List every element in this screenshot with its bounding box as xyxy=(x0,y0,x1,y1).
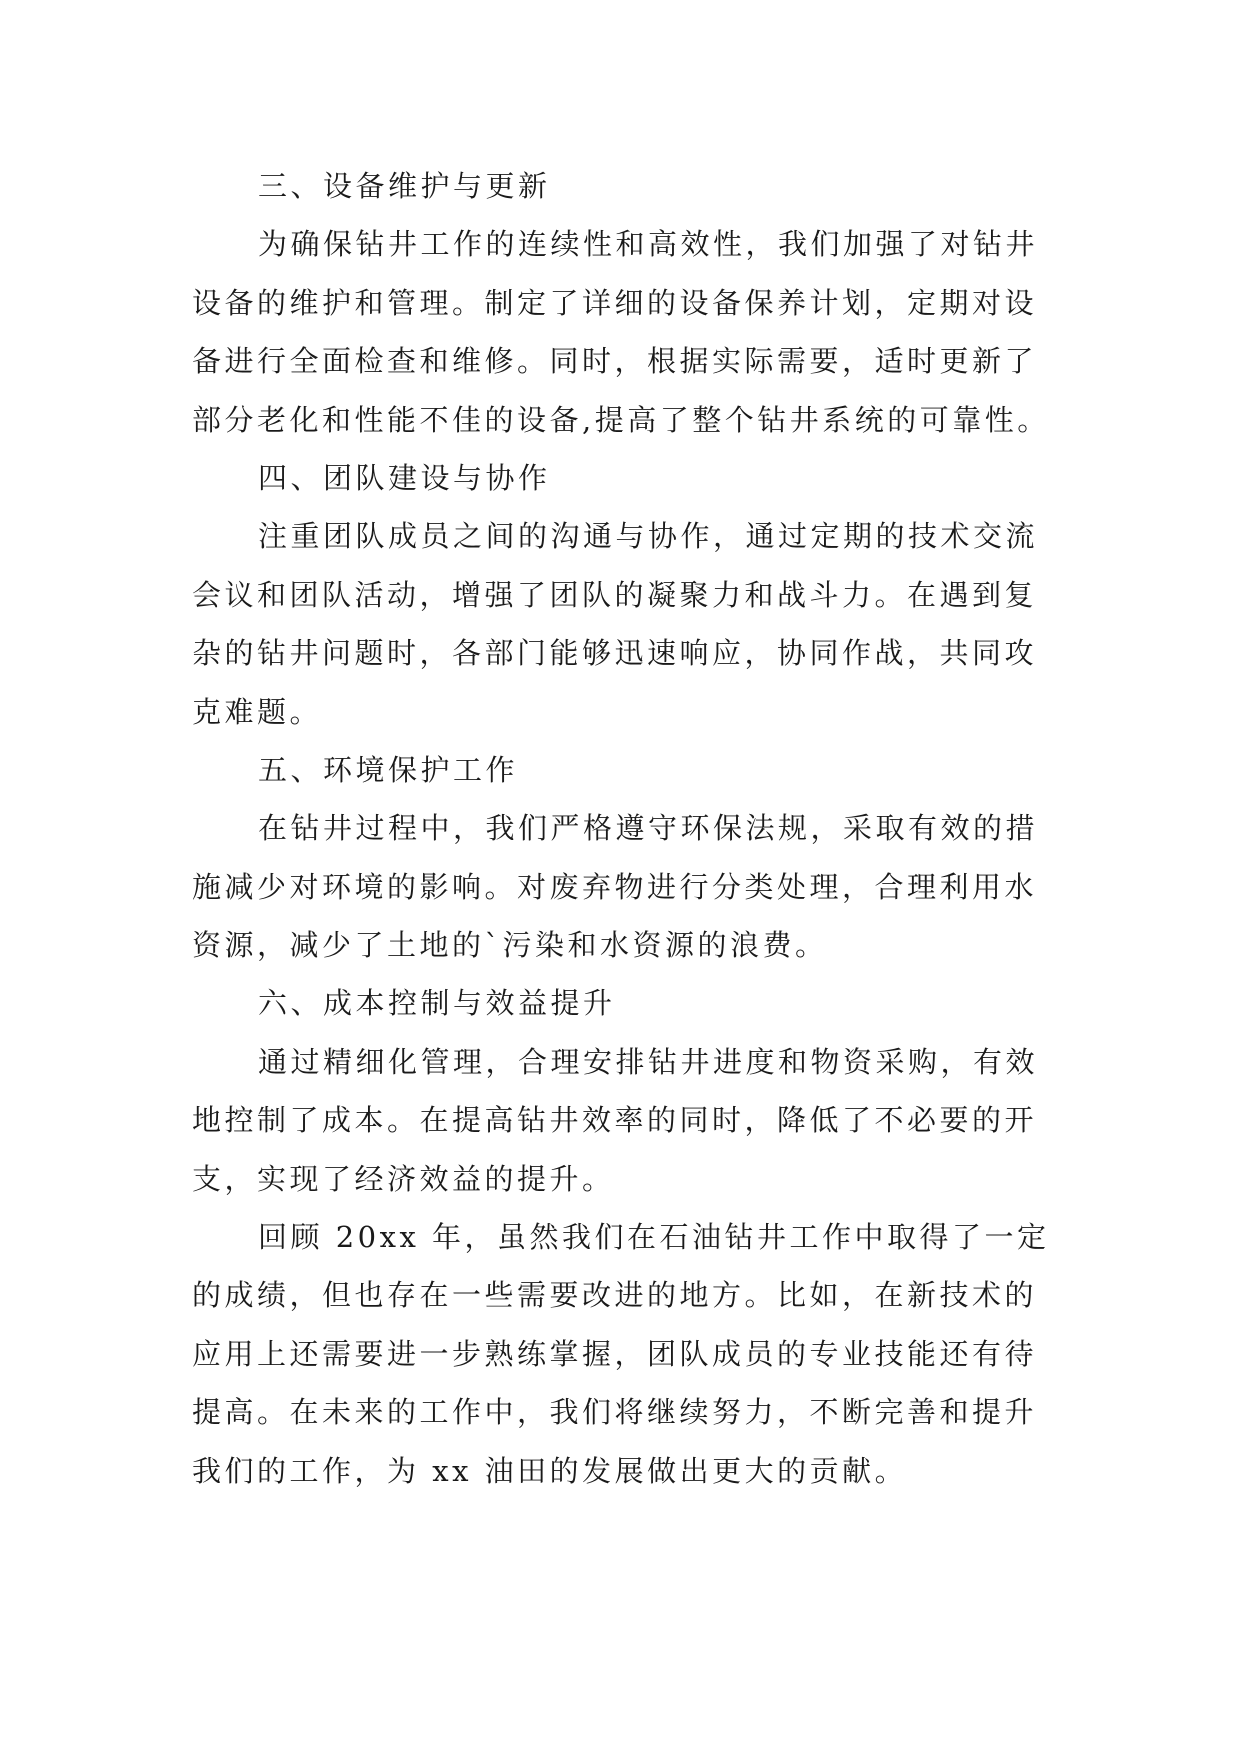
paragraph-line: 支，实现了经济效益的提升。 xyxy=(192,1161,615,1196)
paragraph-line: 注重团队成员之间的沟通与协作，通过定期的技术交流 xyxy=(258,519,1039,554)
paragraph-line: 施减少对环境的影响。对废弃物进行分类处理，合理利用水 xyxy=(192,869,1038,904)
paragraph-line: 备进行全面检查和维修。同时，根据实际需要，适时更新了 xyxy=(192,344,1038,379)
paragraph-line: 地控制了成本。在提高钻井效率的同时，降低了不必要的开 xyxy=(192,1103,1038,1138)
section-heading-cost: 六、成本控制与效益提升 xyxy=(258,986,616,1021)
section-heading-team: 四、团队建设与协作 xyxy=(258,460,551,495)
section-heading-equipment: 三、设备维护与更新 xyxy=(258,169,551,203)
paragraph-line: 设备的维护和管理。制定了详细的设备保养计划，定期对设 xyxy=(192,285,1038,320)
paragraph-line: 克难题。 xyxy=(192,694,323,729)
section-heading-environment: 五、环境保护工作 xyxy=(258,752,519,787)
paragraph-line: 在钻井过程中，我们严格遵守环保法规，采取有效的措 xyxy=(258,811,1039,846)
paragraph-line: 资源，减少了土地的`污染和水资源的浪费。 xyxy=(192,928,828,963)
paragraph-line: 通过精细化管理，合理安排钻井进度和物资采购，有效 xyxy=(258,1044,1039,1079)
paragraph-line: 我们的工作，为 xx 油田的发展做出更大的贡献。 xyxy=(192,1453,908,1488)
paragraph-line: 的成绩，但也存在一些需要改进的地方。比如，在新技术的 xyxy=(192,1278,1038,1313)
paragraph-line: 会议和团队活动，增强了团队的凝聚力和战斗力。在遇到复 xyxy=(192,577,1038,612)
paragraph-line: 杂的钻井问题时，各部门能够迅速响应，协同作战，共同攻 xyxy=(192,636,1038,671)
paragraph-line: 提高。在未来的工作中，我们将继续努力，不断完善和提升 xyxy=(192,1395,1038,1430)
paragraph-line: 为确保钻井工作的连续性和高效性，我们加强了对钻井 xyxy=(258,227,1039,262)
paragraph-line: 部分老化和性能不佳的设备,提高了整个钻井系统的可靠性。 xyxy=(192,402,1050,437)
document-body xyxy=(192,157,1052,1500)
paragraph-line: 回顾 20xx 年，虽然我们在石油钻井工作中取得了一定 xyxy=(258,1220,1050,1255)
paragraph-line: 应用上还需要进一步熟练掌握，团队成员的专业技能还有待 xyxy=(192,1336,1038,1371)
